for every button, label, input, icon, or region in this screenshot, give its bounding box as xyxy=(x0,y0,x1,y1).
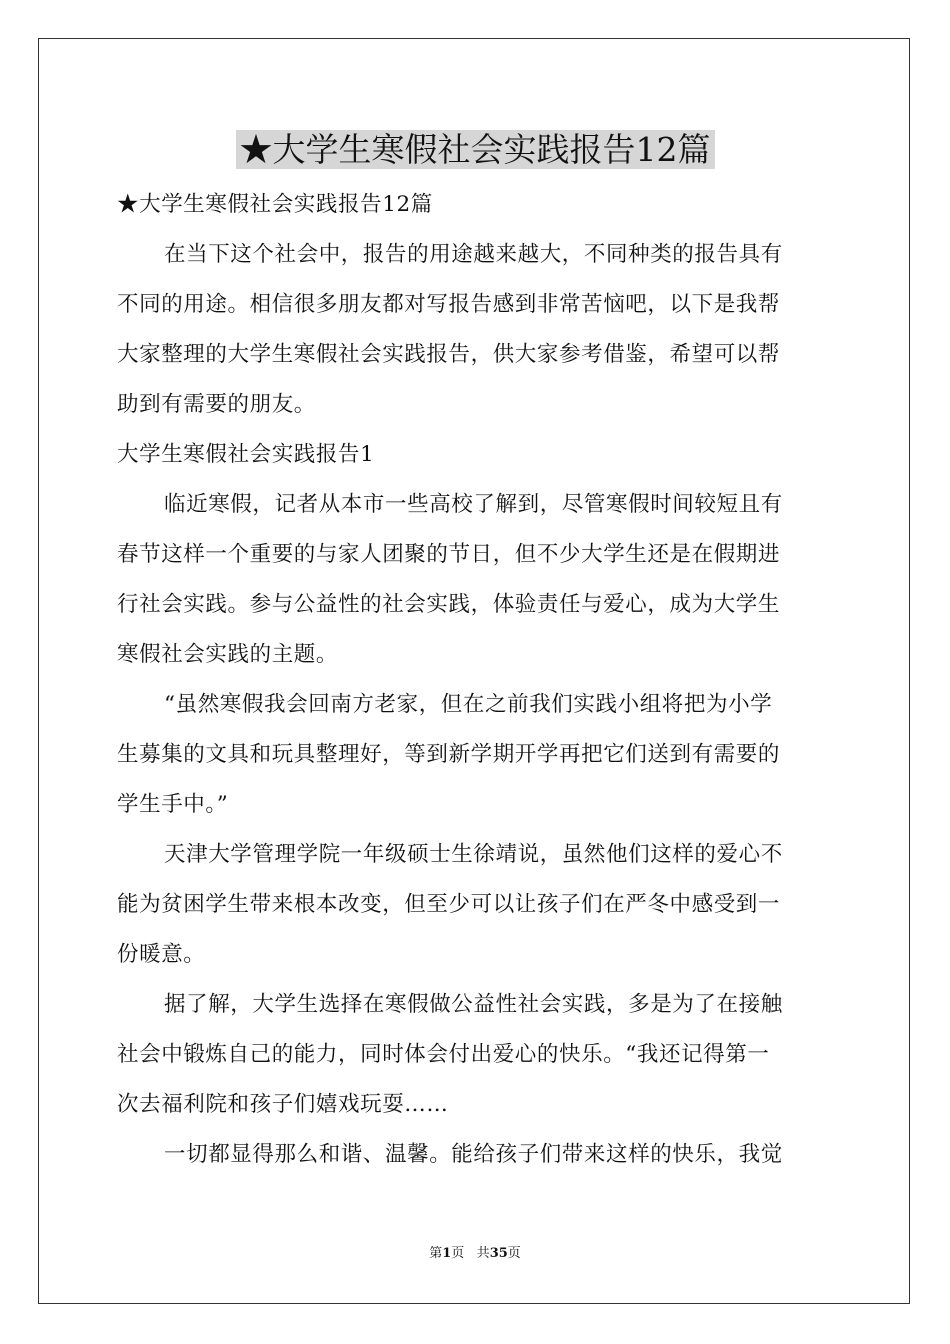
footer-total-pages: 35 xyxy=(489,1246,508,1261)
text-line: 春节这样一个重要的与家人团聚的节日，但不少大学生还是在假期进 xyxy=(117,542,781,567)
text-line: 寒假社会实践的主题。 xyxy=(117,642,339,667)
text-line: 社会中锻炼自己的能力，同时体会付出爱心的快乐。“我还记得第一 xyxy=(117,1042,770,1067)
text-line: 据了解，大学生选择在寒假做公益性社会实践，多是为了在接触 xyxy=(164,992,783,1017)
footer-page-number: 1 xyxy=(442,1246,452,1261)
text-line: 学生手中。” xyxy=(117,792,229,817)
text-line: 份暖意。 xyxy=(117,942,206,967)
text-line: 生募集的文具和玩具整理好，等到新学期开学再把它们送到有需要的 xyxy=(117,742,781,767)
footer-total-prefix: 共 xyxy=(476,1246,490,1261)
footer-page-prefix: 第 xyxy=(429,1246,443,1261)
text-line: 次去福利院和孩子们嬉戏玩耍…… xyxy=(117,1092,449,1117)
text-line: 在当下这个社会中，报告的用途越来越大，不同种类的报告具有 xyxy=(164,242,783,267)
text-line: 助到有需要的朋友。 xyxy=(117,392,316,417)
footer-page-suffix: 页 xyxy=(451,1246,465,1261)
text-line: ★大学生寒假社会实践报告12篇 xyxy=(117,192,433,217)
text-line: “虽然寒假我会回南方老家，但在之前我们实践小组将把为小学 xyxy=(164,692,773,717)
text-line: 大家整理的大学生寒假社会实践报告，供大家参考借鉴，希望可以帮 xyxy=(117,342,781,367)
document-title-text: ★大学生寒假社会实践报告12篇 xyxy=(236,130,715,169)
text-line: 不同的用途。相信很多朋友都对写报告感到非常苦恼吧，以下是我帮 xyxy=(117,292,781,317)
text-line: 一切都显得那么和谐、温馨。能给孩子们带来这样的快乐，我觉 xyxy=(164,1142,783,1167)
text-line: 行社会实践。参与公益性的社会实践，体验责任与爱心，成为大学生 xyxy=(117,592,781,617)
document-body xyxy=(117,180,833,1180)
text-line: 大学生寒假社会实践报告1 xyxy=(117,442,375,467)
footer-total-suffix: 页 xyxy=(507,1246,521,1261)
document-title xyxy=(0,126,950,174)
page-footer xyxy=(0,1245,950,1263)
text-line: 能为贫困学生带来根本改变，但至少可以让孩子们在严冬中感受到一 xyxy=(117,892,781,917)
text-line: 天津大学管理学院一年级硕士生徐靖说，虽然他们这样的爱心不 xyxy=(164,842,783,867)
text-line: 临近寒假，记者从本市一些高校了解到，尽管寒假时间较短且有 xyxy=(164,492,783,517)
